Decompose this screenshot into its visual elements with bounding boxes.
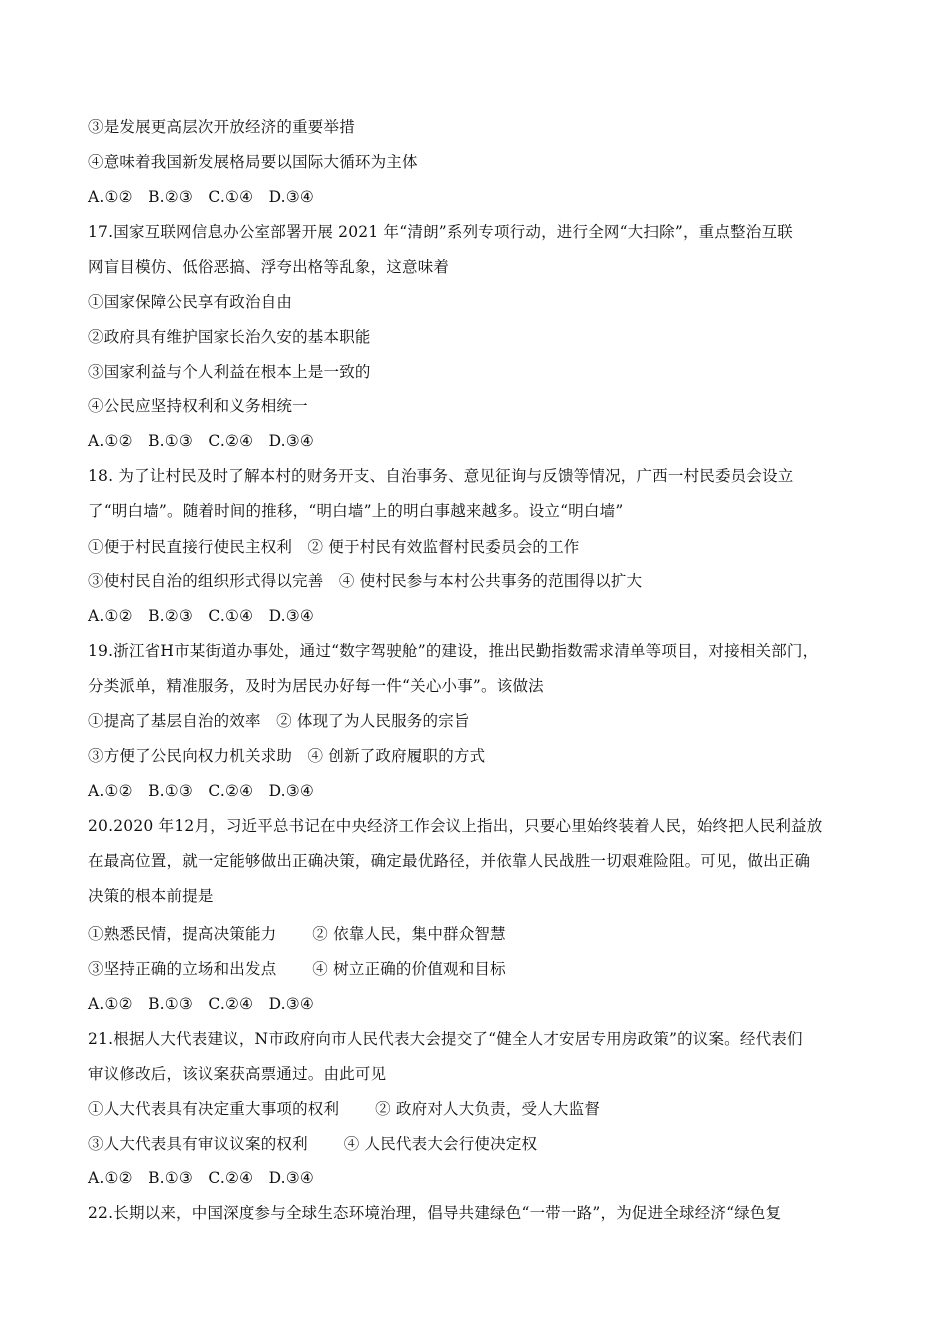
q18-stem-line-2: 了“明白墙”。随着时间的推移，“明白墙”上的明白事越来越多。设立“明白墙” [88,502,624,520]
q17-option-3: ③国家利益与个人利益在根本上是一致的 [88,363,371,381]
q17-stem-line-1: 17.国家互联网信息办公室部署开展 2021 年“清朗”系列专项行动，进行全网“大扫除”，重点整治互联 [88,223,793,241]
q20-options-1-2: ①熟悉民情，提高决策能力 ② 依靠人民，集中群众智慧 [88,925,506,943]
q17-answer-choices: A.①② B.①③ C.②④ D.③④ [88,432,314,450]
q17-option-4: ④公民应坚持权利和义务相统一 [88,397,308,415]
q17-option-2: ②政府具有维护国家长治久安的基本职能 [88,328,371,346]
q16-option-3: ③是发展更高层次开放经济的重要举措 [88,118,355,136]
q19-answer-choices: A.①② B.①③ C.②④ D.③④ [88,782,314,800]
q21-answer-choices: A.①② B.①③ C.②④ D.③④ [88,1169,314,1187]
q21-options-3-4: ③人大代表具有审议议案的权利 ④ 人民代表大会行使决定权 [88,1135,538,1153]
q20-stem-line-1: 20.2020 年12月，习近平总书记在中央经济工作会议上指出，只要心里始终装着人民，始终把人民利益放 [88,817,823,835]
q18-options-3-4: ③使村民自治的组织形式得以完善 ④ 使村民参与本村公共事务的范围得以扩大 [88,572,643,590]
q22-stem-line-1: 22.长期以来，中国深度参与全球生态环境治理，倡导共建绿色“一带一路”，为促进全球经济“绿色复 [88,1204,782,1222]
q18-options-1-2: ①便于村民直接行使民主权利 ② 便于村民有效监督村民委员会的工作 [88,538,580,556]
q20-stem-line-3: 决策的根本前提是 [88,887,214,905]
q18-answer-choices: A.①② B.②③ C.①④ D.③④ [88,607,314,625]
q21-stem-line-1: 21.根据人大代表建议，N市政府向市人民代表大会提交了“健全人才安居专用房政策”的议案。经代表们 [88,1030,803,1048]
q21-options-1-2: ①人大代表具有决定重大事项的权利 ② 政府对人大负责，受人大监督 [88,1100,601,1118]
q18-stem-line-1: 18. 为了让村民及时了解本村的财务开支、自治事务、意见征询与反馈等情况，广西一村民委员会设立 [88,467,794,485]
q21-stem-line-2: 审议修改后，该议案获高票通过。由此可见 [88,1065,387,1083]
q20-stem-line-2: 在最高位置，就一定能够做出正确决策，确定最优路径，并依靠人民战胜一切艰难险阻。可见，做出正确 [88,852,811,870]
q20-options-3-4: ③坚持正确的立场和出发点 ④ 树立正确的价值观和目标 [88,960,506,978]
q16-answer-choices: A.①② B.②③ C.①④ D.③④ [88,188,314,206]
q16-option-4: ④意味着我国新发展格局要以国际大循环为主体 [88,153,418,171]
q19-stem-line-2: 分类派单，精准服务，及时为居民办好每一件“关心小事”。该做法 [88,677,544,695]
q19-options-1-2: ①提高了基层自治的效率 ② 体现了为人民服务的宗旨 [88,712,470,730]
q20-answer-choices: A.①② B.①③ C.②④ D.③④ [88,995,314,1013]
q17-stem-line-2: 网盲目模仿、低俗恶搞、浮夸出格等乱象，这意味着 [88,258,450,276]
q19-stem-line-1: 19.浙江省H市某街道办事处，通过“数字驾驶舱”的建设，推出民勤指数需求清单等项目，对接相关部门， [88,642,819,660]
q19-options-3-4: ③方便了公民向权力机关求助 ④ 创新了政府履职的方式 [88,747,486,765]
q17-option-1: ①国家保障公民享有政治自由 [88,293,293,311]
